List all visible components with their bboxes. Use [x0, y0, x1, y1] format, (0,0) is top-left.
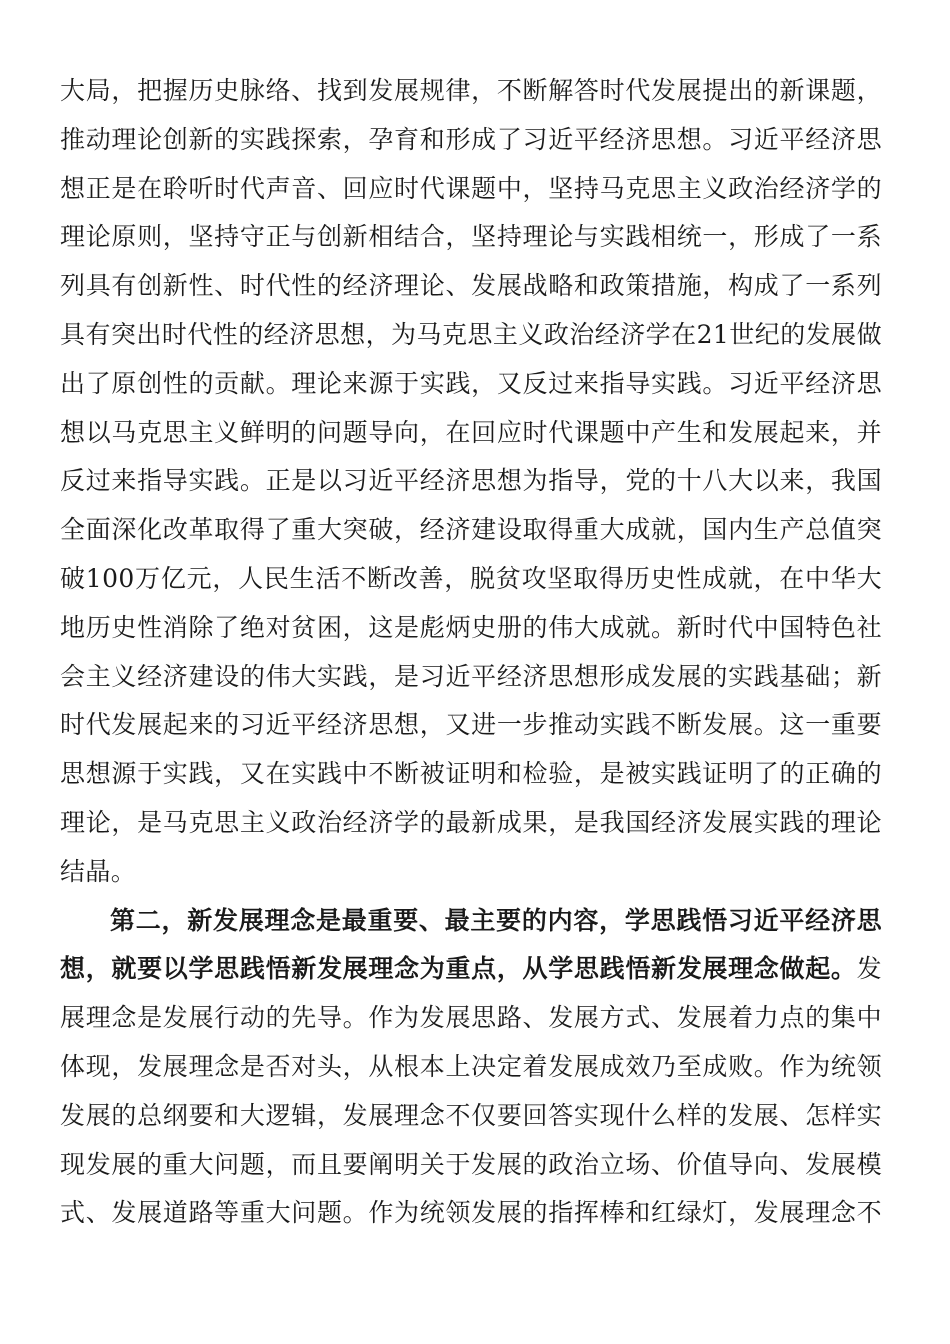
- text-line: 想以马克思主义鲜明的问题导向，在回应时代课题中产生和发展起来，并: [60, 417, 882, 447]
- text-line: 地历史性消除了绝对贫困，这是彪炳史册的伟大成就。新时代中国特色社: [60, 612, 882, 642]
- text-line: 思想源于实践，又在实践中不断被证明和检验，是被实践证明了的正确的: [60, 759, 882, 789]
- text-line: 想正是在聆听时代声音、回应时代课题中，坚持马克思主义政治经济学的: [60, 173, 882, 203]
- text-line: 展理念是发展行动的先导。作为发展思路、发展方式、发展着力点的集中: [60, 1003, 882, 1033]
- text-line: 体现，发展理念是否对头，从根本上决定着发展成效乃至成败。作为统领: [60, 1051, 882, 1081]
- text-line: 理论，是马克思主义政治经济学的最新成果，是我国经济发展实践的理论: [60, 807, 882, 837]
- text-line: 破100万亿元，人民生活不断改善，脱贫攻坚取得历史性成就，在中华大: [60, 563, 882, 593]
- bold-heading-line: 第二，新发展理念是最重要、最主要的内容，学思践悟习近平经济思: [110, 905, 882, 935]
- text-line: 发展的总纲要和大逻辑，发展理念不仅要回答实现什么样的发展、怎样实: [60, 1100, 882, 1130]
- text-line: 大局，把握历史脉络、找到发展规律，不断解答时代发展提出的新课题，: [60, 76, 882, 105]
- text-line: 理论原则，坚持守正与创新相结合，坚持理论与实践相统一，形成了一系: [60, 222, 882, 252]
- bold-heading-text: 想，就要以学思践悟新发展理念为重点，从学思践悟新发展理念做起。: [60, 954, 857, 984]
- body-text: [60, 67, 882, 1238]
- text-line: 具有突出时代性的经济思想，为马克思主义政治经济学在21世纪的发展做: [60, 319, 882, 349]
- text-line: 推动理论创新的实践探索，孕育和形成了习近平经济思想。习近平经济思: [60, 124, 882, 154]
- mixed-line: [60, 945, 882, 994]
- text-line: 现发展的重大问题，而且要阐明关于发展的政治立场、价值导向、发展模: [60, 1149, 882, 1179]
- text-line: 结晶。: [60, 856, 137, 886]
- text-line: 式、发展道路等重大问题。作为统领发展的指挥棒和红绿灯，发展理念不: [60, 1198, 882, 1228]
- text-line: 列具有创新性、时代性的经济理论、发展战略和政策措施，构成了一系列: [60, 271, 882, 301]
- text-line: 出了原创性的贡献。理论来源于实践，又反过来指导实践。习近平经济思: [60, 368, 882, 398]
- text-line: 时代发展起来的习近平经济思想，又进一步推动实践不断发展。这一重要: [60, 710, 882, 740]
- text-line: 会主义经济建设的伟大实践，是习近平经济思想形成发展的实践基础；新: [60, 661, 882, 691]
- text-run: 发: [856, 954, 882, 984]
- text-line: 全面深化改革取得了重大突破，经济建设取得重大成就，国内生产总值突: [60, 515, 882, 545]
- text-line: 反过来指导实践。正是以习近平经济思想为指导，党的十八大以来，我国: [60, 466, 882, 496]
